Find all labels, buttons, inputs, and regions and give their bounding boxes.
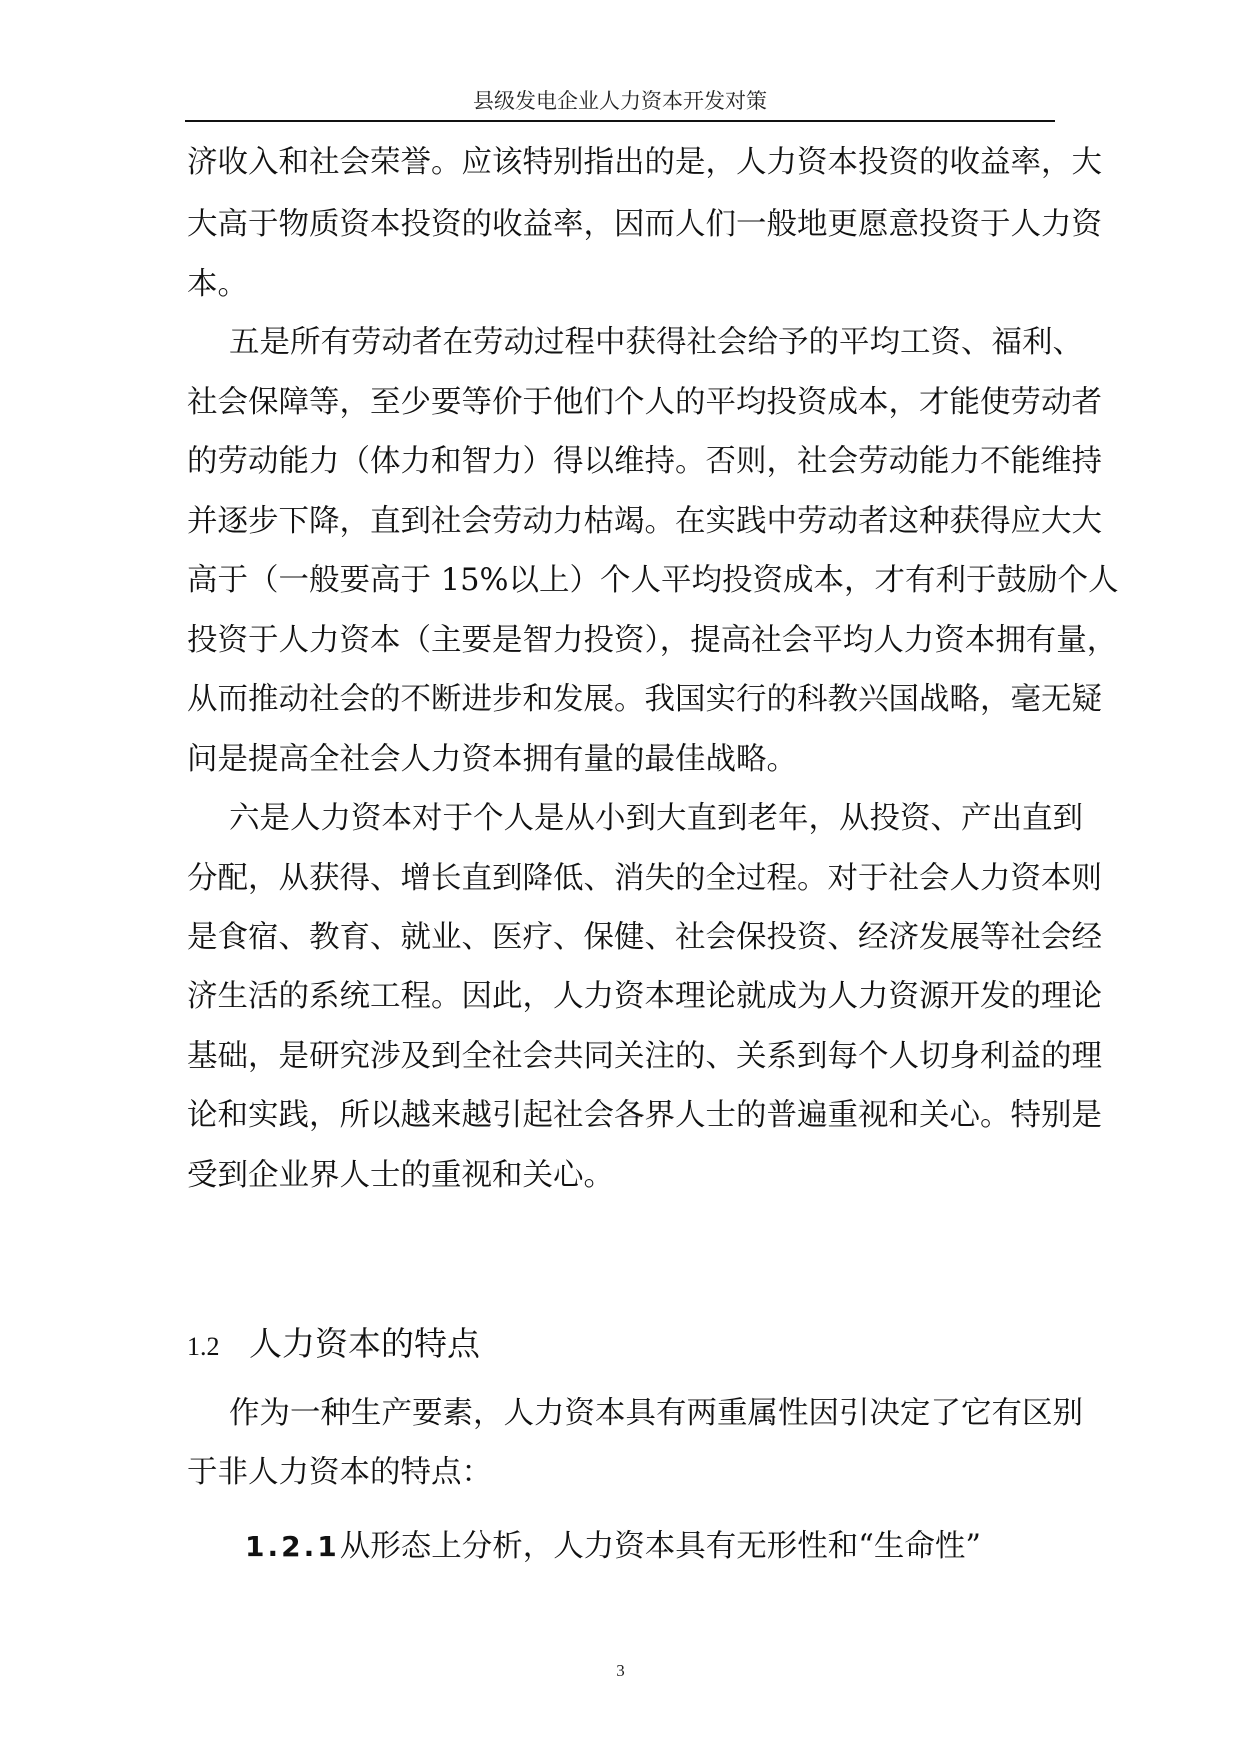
- paragraph-line: 的劳动能力（体力和智力）得以维持。否则，社会劳动能力不能维持: [187, 444, 1102, 479]
- page-number: 3: [616, 1661, 625, 1680]
- header-rule: [185, 120, 1055, 122]
- paragraph-line: 大高于物质资本投资的收益率，因而人们一般地更愿意投资于人力资: [187, 207, 1102, 242]
- paragraph-line: 五是所有劳动者在劳动过程中获得社会给予的平均工资、福利、: [229, 325, 1083, 360]
- paragraph-line: 社会保障等，至少要等价于他们个人的平均投资成本，才能使劳动者: [187, 385, 1102, 420]
- paragraph-line: 六是人力资本对于个人是从小到大直到老年，从投资、产出直到: [229, 801, 1083, 836]
- paragraph-line: 作为一种生产要素，人力资本具有两重属性因引决定了它有区别: [229, 1396, 1083, 1431]
- paragraph-line: 济生活的系统工程。因此，人力资本理论就成为人力资源开发的理论: [187, 979, 1102, 1014]
- paragraph-line: 分配，从获得、增长直到降低、消失的全过程。对于社会人力资本则: [187, 861, 1102, 896]
- paragraph-line: 是食宿、教育、就业、医疗、保健、社会保投资、经济发展等社会经: [187, 920, 1102, 955]
- paragraph-line: 高于（一般要高于 15%以上）个人平均投资成本，才有利于鼓励个人: [187, 563, 1119, 598]
- paragraph-line: 受到企业界人士的重视和关心。: [187, 1158, 614, 1193]
- section-heading: [187, 1322, 480, 1369]
- paragraph-line: 并逐步下降，直到社会劳动力枯竭。在实践中劳动者这种获得应大大: [187, 504, 1102, 539]
- running-header: 县级发电企业人力资本开发对策: [473, 89, 767, 113]
- section-number: 1.2: [187, 1332, 220, 1361]
- paragraph-line: 本。: [187, 267, 248, 302]
- paragraph-line: 从而推动社会的不断进步和发展。我国实行的科教兴国战略，毫无疑: [187, 682, 1102, 717]
- paragraph-line: 问是提高全社会人力资本拥有量的最佳战略。: [187, 742, 797, 777]
- subsection-heading: [245, 1527, 981, 1567]
- paragraph-line: 济收入和社会荣誉。应该特别指出的是，人力资本投资的收益率，大: [187, 145, 1102, 180]
- paragraph-line: 于非人力资本的特点：: [187, 1455, 492, 1490]
- section-title: 人力资本的特点: [249, 1324, 480, 1363]
- subsection-title: 从形态上分析，人力资本具有无形性和“生命性”: [339, 1529, 981, 1564]
- paragraph-line: 基础，是研究涉及到全社会共同关注的、关系到每个人切身利益的理: [187, 1039, 1102, 1074]
- subsection-number: 1.2.1: [245, 1530, 340, 1563]
- paragraph-line: 投资于人力资本（主要是智力投资），提高社会平均人力资本拥有量，: [187, 623, 1118, 658]
- paragraph-line: 论和实践，所以越来越引起社会各界人士的普遍重视和关心。特别是: [187, 1098, 1102, 1133]
